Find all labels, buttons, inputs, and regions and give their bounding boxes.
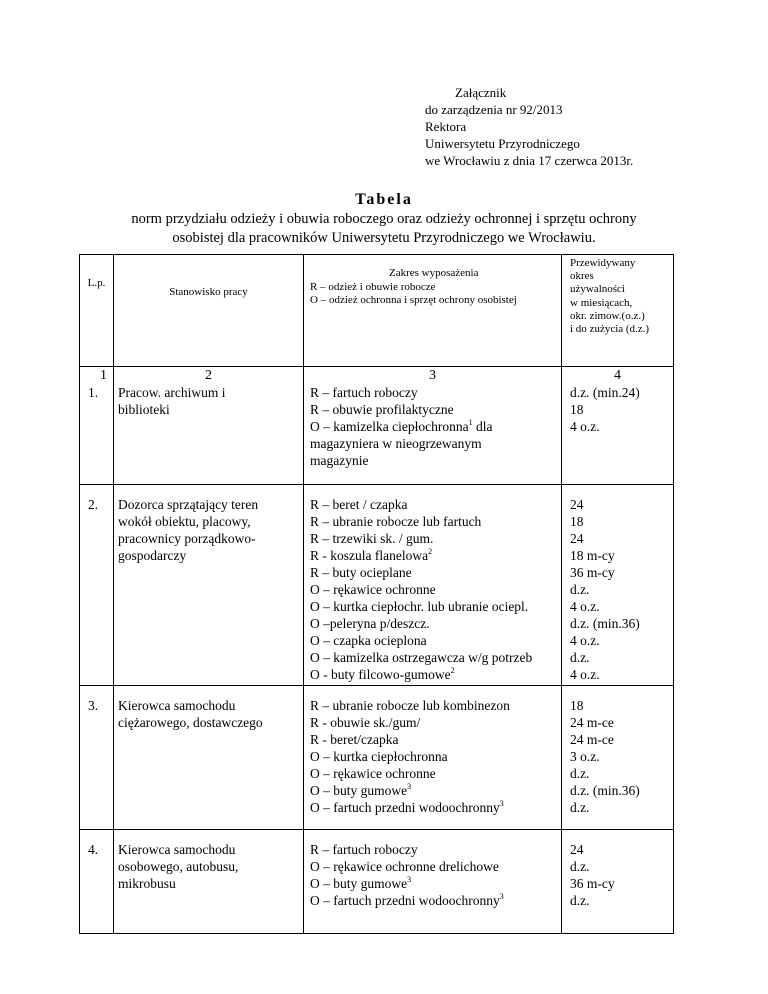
row-items xyxy=(304,686,562,830)
footnote-marker: 3 xyxy=(407,875,412,884)
period-value: 24 m-ce xyxy=(570,715,614,730)
row-items xyxy=(304,830,562,934)
equipment-item: R – ubranie robocze lub fartuch xyxy=(310,514,482,529)
position-line: ciężarowego, dostawczego xyxy=(118,715,263,730)
header-scope xyxy=(304,255,562,367)
position-line: biblioteki xyxy=(118,402,170,417)
equipment-item: R - beret/czapka xyxy=(310,732,399,747)
position-line: mikrobusu xyxy=(118,876,176,891)
table-row xyxy=(80,830,674,934)
period-value: d.z. (min.36) xyxy=(570,616,640,631)
footnote-marker: 1 xyxy=(468,418,473,427)
period-value: 18 xyxy=(570,698,584,713)
header-period-line: i do zużycia (d.z.) xyxy=(570,323,650,336)
column-numbers-row xyxy=(80,367,674,385)
row-items xyxy=(304,485,562,686)
title-line: norm przydziału odzieży i obuwia roboczego oraz odzieży ochronnej i sprzętu ochrony xyxy=(131,211,637,227)
table-row xyxy=(80,485,674,686)
period-value: 4 o.z. xyxy=(570,633,600,648)
equipment-item: O –peleryna p/deszcz. xyxy=(310,616,430,631)
row-periods xyxy=(562,384,674,485)
period-value: d.z. xyxy=(570,582,590,597)
equipment-item: R – fartuch roboczy xyxy=(310,385,418,400)
row-periods xyxy=(562,686,674,830)
position-line: osobowego, autobusu, xyxy=(118,859,239,874)
period-value: 36 m-cy xyxy=(570,876,615,891)
annex-line: do zarządzenia nr 92/2013 xyxy=(425,102,563,117)
period-value: 3 o.z. xyxy=(570,749,600,764)
period-value: d.z. xyxy=(570,766,590,781)
equipment-item: O – rękawice ochronne xyxy=(310,766,436,781)
annex-line: Rektora xyxy=(425,119,467,134)
equipment-item: O – rękawice ochronne drelichowe xyxy=(310,859,499,874)
equipment-item: R – trzewiki sk. / gum. xyxy=(310,531,434,546)
equipment-item: R – buty ocieplane xyxy=(310,565,412,580)
footnote-marker: 3 xyxy=(499,892,504,901)
period-value: d.z. xyxy=(570,893,590,908)
equipment-item: O – kamizelka ciepłochronna$^1$ dla xyxy=(310,418,493,434)
position-line: Pracow. archiwum i xyxy=(118,385,226,400)
equipment-item: O – czapka ocieplona xyxy=(310,633,427,648)
equipment-item: R – ubranie robocze lub kombinezon xyxy=(310,698,510,713)
header-scope-o: O – odzież ochronna i sprzęt ochrony osobistej xyxy=(310,294,517,306)
position-line: Dozorca sprzątający teren xyxy=(118,497,259,512)
position-line: wokół obiektu, placowy, xyxy=(118,514,251,529)
period-value: 4 o.z. xyxy=(570,667,600,682)
period-value: d.z. (min.36) xyxy=(570,783,640,798)
equipment-item: O – kurtka ciepłochr. lub ubranie ociepl. xyxy=(310,599,529,614)
header-period-line: używalności xyxy=(570,283,625,296)
equipment-item: O – rękawice ochronne xyxy=(310,582,436,597)
equipment-item: O – buty gumowe$^3$ xyxy=(310,875,412,891)
period-value: 36 m-cy xyxy=(570,565,615,580)
period-value: 4 o.z. xyxy=(570,599,600,614)
period-value: 18 xyxy=(570,402,584,417)
equipment-item: R – beret / czapka xyxy=(310,497,408,512)
row-position xyxy=(114,686,304,830)
norms-table xyxy=(79,254,674,934)
equipment-item: O – kurtka ciepłochronna xyxy=(310,749,448,764)
table-row xyxy=(80,686,674,830)
document-title xyxy=(0,190,768,248)
footnote-marker: 3 xyxy=(499,799,504,808)
column-number: 2 xyxy=(114,367,304,385)
equipment-item: magazyniera w nieogrzewanym xyxy=(310,436,482,451)
row-lp: 2. xyxy=(80,485,114,686)
position-line: Kierowca samochodu xyxy=(118,842,236,857)
annex-line: we Wrocławiu z dnia 17 czerwca 2013r. xyxy=(425,153,634,168)
header-period-line: w miesiącach, xyxy=(570,296,633,309)
period-value: 24 m-ce xyxy=(570,732,614,747)
period-value: 18 xyxy=(570,514,584,529)
column-number: 1 xyxy=(80,367,114,385)
period-value: d.z. xyxy=(570,800,590,815)
equipment-item: O - buty filcowo-gumowe$^2$ xyxy=(310,666,455,682)
equipment-item: O – buty gumowe$^3$ xyxy=(310,782,412,798)
period-value: 4 o.z. xyxy=(570,419,600,434)
header-period-line: Przewidywany xyxy=(570,257,636,269)
row-periods xyxy=(562,485,674,686)
row-lp: 4. xyxy=(80,830,114,934)
annex-line: Załącznik xyxy=(455,85,507,100)
column-number: 3 xyxy=(304,367,562,385)
equipment-item: R – obuwie profilaktyczne xyxy=(310,402,454,417)
equipment-item: magazynie xyxy=(310,453,369,468)
equipment-item: R - obuwie sk./gum/ xyxy=(310,715,421,730)
row-periods xyxy=(562,830,674,934)
period-value: d.z. xyxy=(570,859,590,874)
period-value: d.z. xyxy=(570,650,590,665)
row-position xyxy=(114,830,304,934)
table-row xyxy=(80,384,674,485)
row-lp: 3. xyxy=(80,686,114,830)
row-position xyxy=(114,384,304,485)
header-row xyxy=(80,255,674,367)
annex-header xyxy=(425,84,633,169)
header-scope-r: R – odzież i obuwie robocze xyxy=(310,280,436,293)
header-period-line: okr. zimow.(o.z.) xyxy=(570,309,645,322)
header-scope-title: Zakres wyposażenia xyxy=(389,267,479,279)
header-position: Stanowisko pracy xyxy=(114,255,304,367)
footnote-marker: 2 xyxy=(450,666,455,675)
header-period xyxy=(562,255,674,367)
row-lp: 1. xyxy=(80,384,114,485)
period-value: 24 xyxy=(570,842,584,857)
footnote-marker: 2 xyxy=(428,547,433,556)
equipment-item: O – kamizelka ostrzegawcza w/g potrzeb xyxy=(310,650,533,665)
row-items xyxy=(304,384,562,485)
equipment-item: O – fartuch przedni wodoochronny$^3$ xyxy=(310,892,504,908)
annex-line: Uniwersytetu Przyrodniczego xyxy=(425,136,580,151)
column-number: 4 xyxy=(562,367,674,385)
position-line: Kierowca samochodu xyxy=(118,698,236,713)
equipment-item: R – fartuch roboczy xyxy=(310,842,418,857)
period-value: 24 xyxy=(570,531,584,546)
period-value: d.z. (min.24) xyxy=(570,385,640,400)
position-line: pracownicy porządkowo- xyxy=(118,531,256,546)
equipment-item: R - koszula flanelowa$^2$ xyxy=(310,547,433,563)
title-line: osobistej dla pracowników Uniwersytetu Przyrodniczego we Wrocławiu. xyxy=(172,230,596,246)
header-period-line: okres xyxy=(570,270,594,283)
period-value: 24 xyxy=(570,497,584,512)
position-line: gospodarczy xyxy=(118,548,187,563)
footnote-marker: 3 xyxy=(407,782,412,791)
period-value: 18 m-cy xyxy=(570,548,615,563)
row-position xyxy=(114,485,304,686)
equipment-item: O – fartuch przedni wodoochronny$^3$ xyxy=(310,799,504,815)
header-lp: L.p. xyxy=(80,255,114,367)
title-heading: Tabela xyxy=(355,191,413,208)
